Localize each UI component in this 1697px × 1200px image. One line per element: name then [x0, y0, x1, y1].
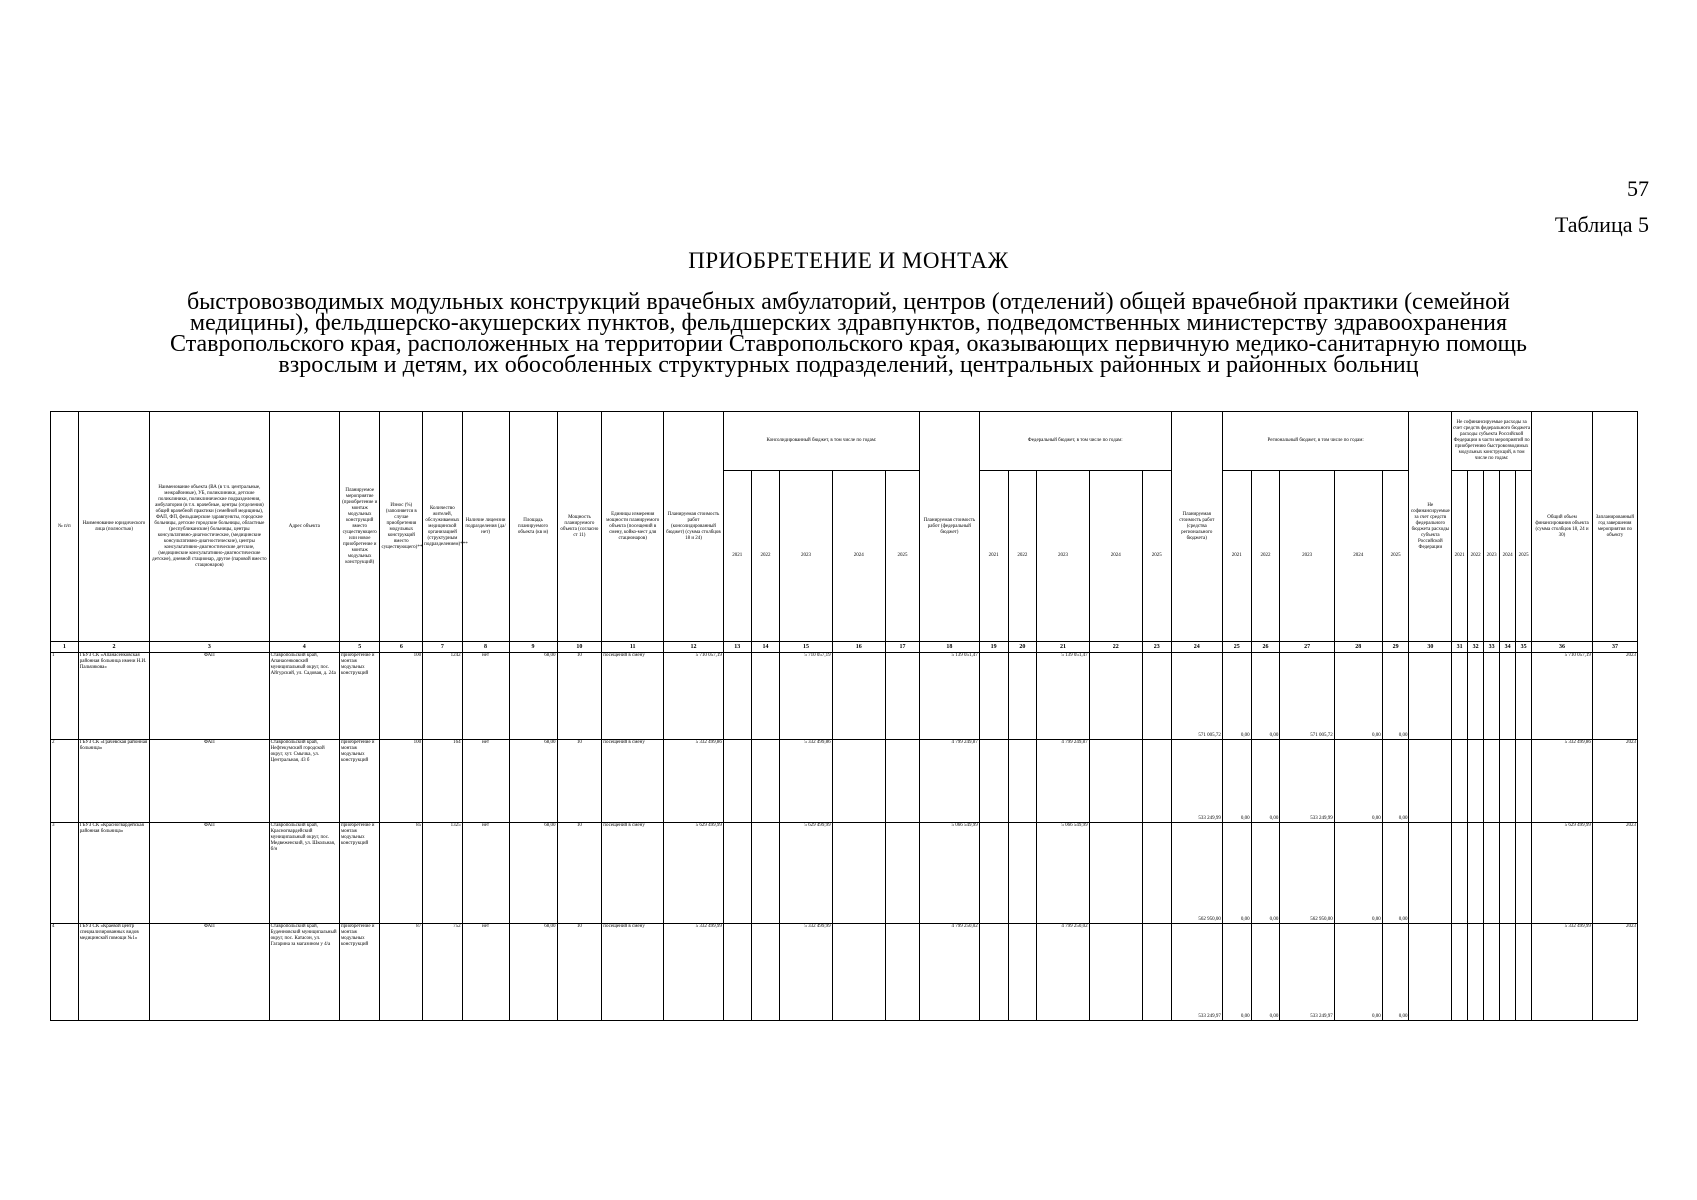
column-number: 35 — [1516, 642, 1532, 653]
total-funding: 5 332 499,99 — [1532, 924, 1593, 1021]
header-year: 2025 — [1382, 471, 1409, 642]
federal-2021 — [979, 653, 1008, 740]
federal-2021 — [979, 823, 1008, 924]
header-capacity: Мощность планируемого объекта (согласно ст 11) — [557, 412, 602, 642]
consolidated-2025 — [885, 924, 919, 1021]
object-address: Ставропольский край, Апанасенковский муниципальный округ, пос. Айгурский, ул. Садовая, д. 24а — [269, 653, 339, 740]
regional-2023: 562 950,00 — [1280, 823, 1334, 924]
non-cofinanced — [1409, 823, 1452, 924]
consolidated-2025 — [885, 653, 919, 740]
header-regional-by-years: Региональный бюджет, в том числе по годам: — [1222, 412, 1409, 471]
non-cofinanced-2024 — [1500, 740, 1516, 823]
consolidated-2023: 5 332 499,86 — [780, 740, 832, 823]
header-regional-cost: Планируемая стоимость работ (средства регионального бюджета) — [1171, 412, 1222, 642]
completion-year: 2023 — [1592, 740, 1637, 823]
non-cofinanced-2024 — [1500, 823, 1516, 924]
non-cofinanced-2022 — [1468, 924, 1484, 1021]
header-non-cofinanced-by-years: Не софинансируемые расходы за счет средств федерального бюджета расходы субъекта Российской Федерации в части мероприятий по приобретению быстровозводимых модульных конструкций, в том числе по годам: — [1452, 412, 1532, 471]
non-cofinanced-2025 — [1516, 823, 1532, 924]
header-consolidated-cost: Планируемая стоимость работ (консолидированный бюджет) (сумма столбцов 18 и 24) — [664, 412, 724, 642]
object-address: Ставропольский край, Буденновский муниципальный округ, пос. Катасон, ул. Гагарина за магазином у 4/а — [269, 924, 339, 1021]
license-status: нет — [462, 653, 509, 740]
column-number: 6 — [380, 642, 423, 653]
federal-cost: 4 799 250,02 — [920, 924, 980, 1021]
regional-2024: 0,00 — [1334, 823, 1382, 924]
consolidated-cost: 5 332 499,86 — [664, 740, 724, 823]
column-number: 32 — [1468, 642, 1484, 653]
column-number: 25 — [1222, 642, 1251, 653]
column-number: 1 — [51, 642, 79, 653]
header-year: 2021 — [1452, 471, 1468, 642]
header-wear: Износ (%) (заполняется в случае приобретения модульных конструкций вместо существующего)** — [380, 412, 423, 642]
row-number: 4 — [51, 924, 79, 1021]
header-non-cofinanced: Не софинансируемые за счет средств федерального бюджета расходы субъекта Российской Федерации — [1409, 412, 1452, 642]
federal-2024 — [1089, 653, 1142, 740]
table-label: Таблица 5 — [1554, 212, 1649, 237]
non-cofinanced-2023 — [1484, 740, 1500, 823]
header-year: 2022 — [1008, 471, 1037, 642]
regional-2021: 0,00 — [1222, 823, 1251, 924]
column-number: 27 — [1280, 642, 1334, 653]
federal-cost: 5 139 051,47 — [920, 653, 980, 740]
column-number: 33 — [1484, 642, 1500, 653]
federal-2023: 4 799 249,87 — [1037, 740, 1089, 823]
consolidated-2025 — [885, 740, 919, 823]
column-number: 4 — [269, 642, 339, 653]
object-type: ФАП — [150, 740, 269, 823]
capacity-unit: посещений в смену — [602, 653, 664, 740]
column-number: 5 — [339, 642, 380, 653]
header-area: Площадь планируемого объекта (кв м) — [509, 412, 557, 642]
row-number: 1 — [51, 653, 79, 740]
planned-event: приобретение и монтаж модульных конструкций — [339, 924, 380, 1021]
regional-2022: 0,00 — [1251, 823, 1280, 924]
federal-2023: 4 799 250,02 — [1037, 924, 1089, 1021]
funding-table-container — [50, 411, 1638, 1021]
organization-name: ГБУЗ СК «Красногвардейская районная больница» — [78, 823, 149, 924]
total-funding: 5 710 057,19 — [1532, 653, 1593, 740]
federal-2023: 5 066 549,99 — [1037, 823, 1089, 924]
table-row — [51, 823, 1638, 924]
consolidated-2021 — [723, 924, 751, 1021]
federal-cost: 5 066 549,99 — [920, 823, 980, 924]
organization-name: ГБУЗ СК «Краевой центр специализированных видов медицинской помощи №1» — [78, 924, 149, 1021]
wear-percent: 100 — [380, 653, 423, 740]
federal-2024 — [1089, 924, 1142, 1021]
wear-percent: 100 — [380, 740, 423, 823]
license-status: нет — [462, 740, 509, 823]
column-number: 29 — [1382, 642, 1409, 653]
consolidated-2023: 5 629 499,99 — [780, 823, 832, 924]
federal-2025 — [1142, 924, 1171, 1021]
header-year: 2023 — [1484, 471, 1500, 642]
column-number: 10 — [557, 642, 602, 653]
regional-2021: 0,00 — [1222, 924, 1251, 1021]
header-residents: Количество жителей, обслуживаемых медицинской организацией (структурным подразделением)*** — [423, 412, 462, 642]
non-cofinanced-2023 — [1484, 924, 1500, 1021]
table-row — [51, 653, 1638, 740]
regional-2023: 533 249,97 — [1280, 924, 1334, 1021]
regional-2023: 533 249,99 — [1280, 740, 1334, 823]
consolidated-2023: 5 710 057,19 — [780, 653, 832, 740]
non-cofinanced-2025 — [1516, 740, 1532, 823]
column-number: 12 — [664, 642, 724, 653]
column-number: 9 — [509, 642, 557, 653]
regional-2022: 0,00 — [1251, 740, 1280, 823]
consolidated-2022 — [751, 924, 780, 1021]
federal-2022 — [1008, 823, 1037, 924]
column-number: 7 — [423, 642, 462, 653]
object-type: ФАП — [150, 653, 269, 740]
total-funding: 5 332 499,86 — [1532, 740, 1593, 823]
header-federal-cost: Планируемая стоимость работ (федеральный бюджет) — [920, 412, 980, 642]
subtitle-line: медицины), фельдшерско-акушерских пунктов, фельдшерских здравпунктов, подведомственных министерству здравоохранения — [189, 310, 1508, 336]
header-year: 2021 — [979, 471, 1008, 642]
non-cofinanced-2021 — [1452, 823, 1468, 924]
column-number: 11 — [602, 642, 664, 653]
regional-2024: 0,00 — [1334, 924, 1382, 1021]
column-number: 18 — [920, 642, 980, 653]
row-number: 2 — [51, 740, 79, 823]
document-title: ПРИОБРЕТЕНИЕ И МОНТАЖ — [688, 248, 1009, 273]
regional-2021: 0,00 — [1222, 653, 1251, 740]
header-row-number: № п/п — [51, 412, 79, 642]
non-cofinanced — [1409, 653, 1452, 740]
regional-2022: 0,00 — [1251, 924, 1280, 1021]
table-header-row — [51, 412, 1638, 471]
column-number: 24 — [1171, 642, 1222, 653]
regional-2022: 0,00 — [1251, 653, 1280, 740]
header-consolidated-by-years: Консолидированный бюджет, в том числе по годам: — [723, 412, 919, 471]
consolidated-2022 — [751, 740, 780, 823]
consolidated-2024 — [832, 653, 885, 740]
object-capacity: 10 — [557, 740, 602, 823]
object-area: 68,00 — [509, 924, 557, 1021]
object-capacity: 10 — [557, 653, 602, 740]
row-number: 3 — [51, 823, 79, 924]
header-year: 2022 — [1468, 471, 1484, 642]
subtitle-line: взрослым и детям, их обособленных структурных подразделений, центральных районных и районных больниц — [278, 352, 1419, 378]
header-year: 2022 — [1251, 471, 1280, 642]
consolidated-2024 — [832, 924, 885, 1021]
non-cofinanced-2022 — [1468, 653, 1484, 740]
non-cofinanced-2022 — [1468, 740, 1484, 823]
non-cofinanced-2021 — [1452, 653, 1468, 740]
header-year: 2025 — [1142, 471, 1171, 642]
federal-2021 — [979, 924, 1008, 1021]
consolidated-2025 — [885, 823, 919, 924]
regional-cost: 562 950,00 — [1171, 823, 1222, 924]
column-number: 14 — [751, 642, 780, 653]
column-number: 20 — [1008, 642, 1037, 653]
column-number: 22 — [1089, 642, 1142, 653]
non-cofinanced-2023 — [1484, 823, 1500, 924]
regional-2025: 0,00 — [1382, 924, 1409, 1021]
header-year: 2024 — [1500, 471, 1516, 642]
federal-2021 — [979, 740, 1008, 823]
regional-cost: 571 005,72 — [1171, 653, 1222, 740]
regional-2021: 0,00 — [1222, 740, 1251, 823]
federal-2024 — [1089, 823, 1142, 924]
planned-event: приобретение и монтаж модульных конструкций — [339, 653, 380, 740]
column-number: 26 — [1251, 642, 1280, 653]
header-license: Наличие лицензии подразделения (да/нет) — [462, 412, 509, 642]
regional-2025: 0,00 — [1382, 740, 1409, 823]
completion-year: 2023 — [1592, 924, 1637, 1021]
license-status: нет — [462, 823, 509, 924]
residents-count: 752 — [423, 924, 462, 1021]
column-number: 21 — [1037, 642, 1089, 653]
column-number: 37 — [1592, 642, 1637, 653]
regional-cost: 533 249,97 — [1171, 924, 1222, 1021]
header-year: 2023 — [1037, 471, 1089, 642]
federal-2025 — [1142, 823, 1171, 924]
organization-name: ГБУЗ СК «Апанасенковская районная больница имени Н.И. Пальчикова» — [78, 653, 149, 740]
object-address: Ставропольский край, Красногвардейский муниципальный округ, пос. Медвеженский, ул. Школьная, б/н — [269, 823, 339, 924]
completion-year: 2023 — [1592, 653, 1637, 740]
header-year: 2024 — [1089, 471, 1142, 642]
regional-2025: 0,00 — [1382, 653, 1409, 740]
header-federal-by-years: Федеральный бюджет, в том числе по годам: — [979, 412, 1171, 471]
consolidated-2023: 5 332 499,99 — [780, 924, 832, 1021]
object-type: ФАП — [150, 924, 269, 1021]
column-number: 13 — [723, 642, 751, 653]
header-year: 2024 — [832, 471, 885, 642]
column-number: 8 — [462, 642, 509, 653]
capacity-unit: посещений в смену — [602, 823, 664, 924]
non-cofinanced-2024 — [1500, 924, 1516, 1021]
non-cofinanced — [1409, 924, 1452, 1021]
header-year: 2021 — [723, 471, 751, 642]
regional-2025: 0,00 — [1382, 823, 1409, 924]
non-cofinanced-2025 — [1516, 924, 1532, 1021]
non-cofinanced-2022 — [1468, 823, 1484, 924]
wear-percent: 85 — [380, 823, 423, 924]
federal-2022 — [1008, 653, 1037, 740]
header-year: 2024 — [1334, 471, 1382, 642]
residents-count: 1242 — [423, 653, 462, 740]
federal-2022 — [1008, 740, 1037, 823]
funding-table — [50, 411, 1638, 1021]
non-cofinanced-2021 — [1452, 924, 1468, 1021]
header-capacity-unit: Единицы измерения мощности планируемого объекта (посещений в смену, койко-мест для стационаров) — [602, 412, 664, 642]
object-type: ФАП — [150, 823, 269, 924]
object-capacity: 10 — [557, 924, 602, 1021]
column-number: 17 — [885, 642, 919, 653]
consolidated-2022 — [751, 823, 780, 924]
planned-event: приобретение и монтаж модульных конструкций — [339, 823, 380, 924]
header-total-funding: Общий объем финансирования объекта (сумма столбцов 18, 24 и 30) — [1532, 412, 1593, 642]
object-capacity: 10 — [557, 823, 602, 924]
header-planned-event: Планируемое мероприятие (приобретение и монтаж модульных конструкций вместо существующего или новое приобретение и монтаж модульных конструкций) — [339, 412, 380, 642]
planned-event: приобретение и монтаж модульных конструкций — [339, 740, 380, 823]
residents-count: 1325 — [423, 823, 462, 924]
header-organization: Наименование юридического лица (полностью) — [78, 412, 149, 642]
subtitle-line: быстровозводимых модульных конструкций врачебных амбулаторий, центров (отделений) общей врачебной практики (семейной — [186, 289, 1511, 315]
object-area: 68,00 — [509, 653, 557, 740]
license-status: нет — [462, 924, 509, 1021]
federal-2025 — [1142, 653, 1171, 740]
consolidated-2024 — [832, 740, 885, 823]
object-area: 68,00 — [509, 740, 557, 823]
regional-2023: 571 005,72 — [1280, 653, 1334, 740]
consolidated-2022 — [751, 653, 780, 740]
consolidated-cost: 5 710 057,19 — [664, 653, 724, 740]
consolidated-cost: 5 332 499,99 — [664, 924, 724, 1021]
regional-2024: 0,00 — [1334, 740, 1382, 823]
non-cofinanced-2024 — [1500, 653, 1516, 740]
header-year: 2023 — [780, 471, 832, 642]
column-number: 31 — [1452, 642, 1468, 653]
table-row — [51, 924, 1638, 1021]
consolidated-2021 — [723, 653, 751, 740]
column-number: 36 — [1532, 642, 1593, 653]
capacity-unit: посещений в смену — [602, 740, 664, 823]
header-year: 2025 — [1516, 471, 1532, 642]
completion-year: 2023 — [1592, 823, 1637, 924]
federal-cost: 4 799 249,87 — [920, 740, 980, 823]
header-address: Адрес объекта — [269, 412, 339, 642]
regional-2024: 0,00 — [1334, 653, 1382, 740]
wear-percent: 87 — [380, 924, 423, 1021]
header-year: 2023 — [1280, 471, 1334, 642]
header-completion-year: Запланированный год завершения мероприятия по объекту — [1592, 412, 1637, 642]
non-cofinanced — [1409, 740, 1452, 823]
page-number: 57 — [1627, 176, 1649, 201]
table-row — [51, 740, 1638, 823]
document-subtitle — [90, 289, 1607, 378]
capacity-unit: посещений в смену — [602, 924, 664, 1021]
column-number: 30 — [1409, 642, 1452, 653]
column-number: 34 — [1500, 642, 1516, 653]
object-area: 68,00 — [509, 823, 557, 924]
consolidated-2024 — [832, 823, 885, 924]
object-address: Ставропольский край, Нефтекумский городской округ, хут. Смычка, ул. Центральная, 43 б — [269, 740, 339, 823]
column-number: 19 — [979, 642, 1008, 653]
column-number: 15 — [780, 642, 832, 653]
non-cofinanced-2021 — [1452, 740, 1468, 823]
subtitle-line: Ставропольского края, расположенных на территории Ставропольского края, оказывающих первичную медико-санитарную помощь — [170, 331, 1527, 357]
non-cofinanced-2023 — [1484, 653, 1500, 740]
column-number: 3 — [150, 642, 269, 653]
column-number: 16 — [832, 642, 885, 653]
federal-2022 — [1008, 924, 1037, 1021]
header-year: 2022 — [751, 471, 780, 642]
federal-2025 — [1142, 740, 1171, 823]
column-number: 23 — [1142, 642, 1171, 653]
federal-2023: 5 139 051,47 — [1037, 653, 1089, 740]
column-number: 28 — [1334, 642, 1382, 653]
non-cofinanced-2025 — [1516, 653, 1532, 740]
header-year: 2025 — [885, 471, 919, 642]
residents-count: 164 — [423, 740, 462, 823]
organization-name: ГБУЗ СК «Грачёвская районная больница» — [78, 740, 149, 823]
header-object-name: Наименование объекта (ВА (в т.ч. центральные, межрайонные), УБ, поликлиники, детские поликлиники, поликлинические подразделения, амбулатории (в т.ч. врачебные, центры (отделения) общей врачебной практики (семейной медицины), ФАП, ФП, фельдшерские здравпункты, городские больницы, детские городские больницы, областные (республиканские) больницы, центры консультативно-диагностические, (медицинские консультативно-диагностические), центры консультативно-диагностические детские, (медицинские консультативно-диагностические детские), дневной стационар, другое (паровой вместо стационаров) — [150, 412, 269, 642]
federal-2024 — [1089, 740, 1142, 823]
column-number-row — [51, 642, 1638, 653]
total-funding: 5 629 499,99 — [1532, 823, 1593, 924]
column-number: 2 — [78, 642, 149, 653]
consolidated-2021 — [723, 740, 751, 823]
regional-cost: 533 249,99 — [1171, 740, 1222, 823]
header-year: 2021 — [1222, 471, 1251, 642]
consolidated-2021 — [723, 823, 751, 924]
consolidated-cost: 5 629 499,99 — [664, 823, 724, 924]
